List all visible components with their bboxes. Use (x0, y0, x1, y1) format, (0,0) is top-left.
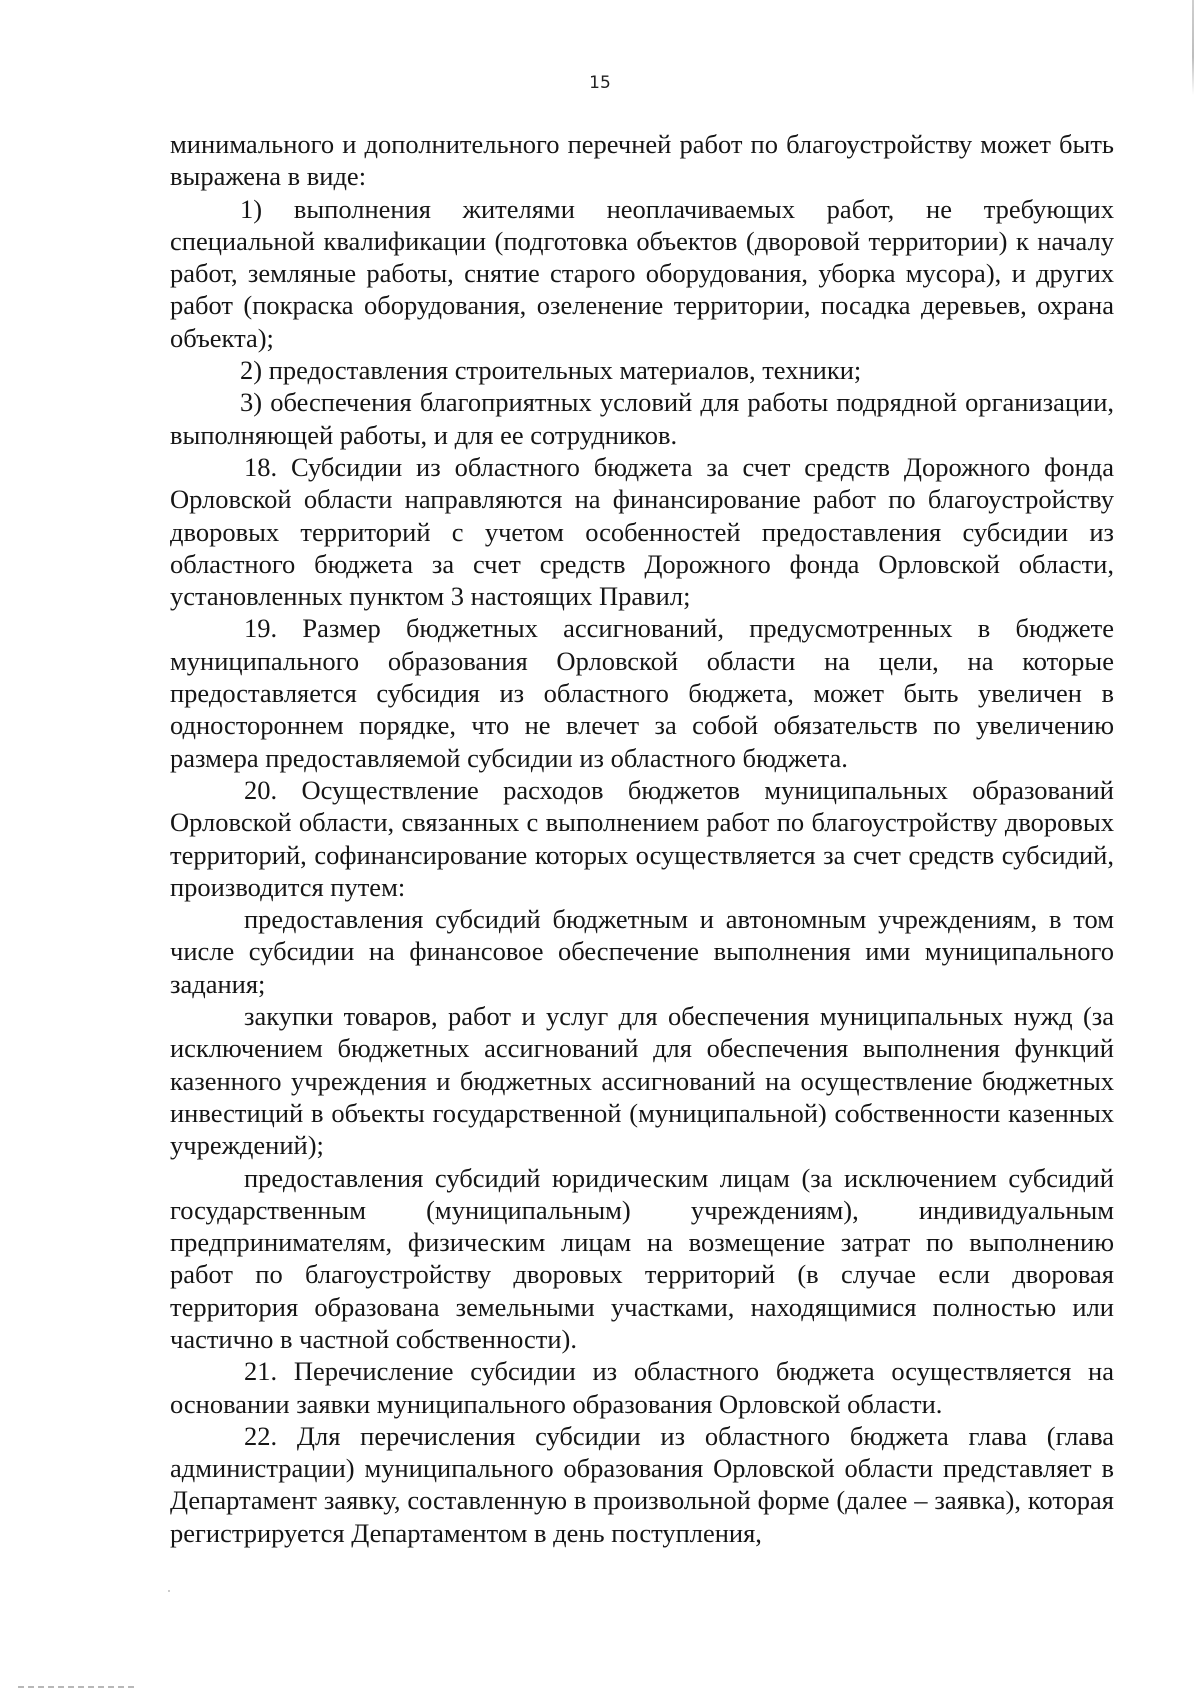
clause-18: 18. Субсидии из областного бюджета за счет средств Дорожного фонда Орловской области направляются на финансирование работ по благоустройству дворовых территорий с учетом особенностей предоставления субсидии из областного бюджета за счет средств Дорожного фонда Орловской области, установленных пунктом 3 настоящих Правил; (170, 451, 1114, 612)
clause-21: 21. Перечисление субсидии из областного бюджета осуществляется на основании заявки муниципального образования Орловской области. (170, 1356, 1114, 1419)
clause-20-item-legal-entities: предоставления субсидий юридическим лицам (за исключением субсидий государственным (муниципальным) учреждениям), индивидуальным предпринимателям, физическим лицам на возмещение затрат по выполнению работ по благоустройству дворовых территорий (в случае если дворовая территория образована земельными участками, находящимися полностью или частично в частной собственности). (170, 1162, 1114, 1354)
scan-speck (168, 1590, 170, 1592)
page-number: 15 (589, 73, 611, 93)
list-item-1: 1) выполнения жителями неоплачиваемых работ, не требующих специальной квалификации (подготовка объектов (дворовой территории) к началу работ, земляные работы, снятие старого оборудования, уборка мусора), и других работ (покраска оборудования, озеленение территории, посадка деревьев, охрана объекта); (170, 193, 1114, 353)
list-item-2: 2) предоставления строительных материалов, техники; (240, 355, 862, 386)
clause-22: 22. Для перечисления субсидии из областного бюджета глава (глава администрации) муниципального образования Орловской области представляет в Департамент заявку, составленную в произвольной форме (далее – заявка), которая регистрируется Департаментом в день поступления, (170, 1420, 1114, 1548)
scan-bottom-marks (18, 1686, 138, 1688)
document-body (170, 128, 1114, 1549)
clause-19: 19. Размер бюджетных ассигнований, предусмотренных в бюджете муниципального образования Орловской области на цели, на которые предоставляется субсидия из областного бюджета, может быть увеличен в одностороннем порядке, что не влечет за собой обязательств по увеличению размера предоставляемой субсидии из областного бюджета. (170, 613, 1114, 773)
clause-20: 20. Осуществление расходов бюджетов муниципальных образований Орловской области, связанных с выполнением работ по благоустройству дворовых территорий, софинансирование которых осуществляется за счет средств субсидий, производится путем: (170, 774, 1114, 902)
clause-20-item-procurement: закупки товаров, работ и услуг для обеспечения муниципальных нужд (за исключением бюджетных ассигнований для обеспечения выполнения функций казенного учреждения и бюджетных ассигнований на осуществление бюджетных инвестиций в объекты государственной (муниципальной) собственности казенных учреждений); (170, 1001, 1114, 1161)
clause-20-item-subsidies: предоставления субсидий бюджетным и автономным учреждениям, в том числе субсидии на финансовое обеспечение выполнения ими муниципального задания; (170, 904, 1114, 999)
paragraph-continuation: минимального и дополнительного перечней работ по благоустройству может быть выражена в виде: (170, 129, 1114, 192)
list-item-3: 3) обеспечения благоприятных условий для работы подрядной организации, выполняющей работы, и для ее сотрудников. (170, 387, 1114, 450)
